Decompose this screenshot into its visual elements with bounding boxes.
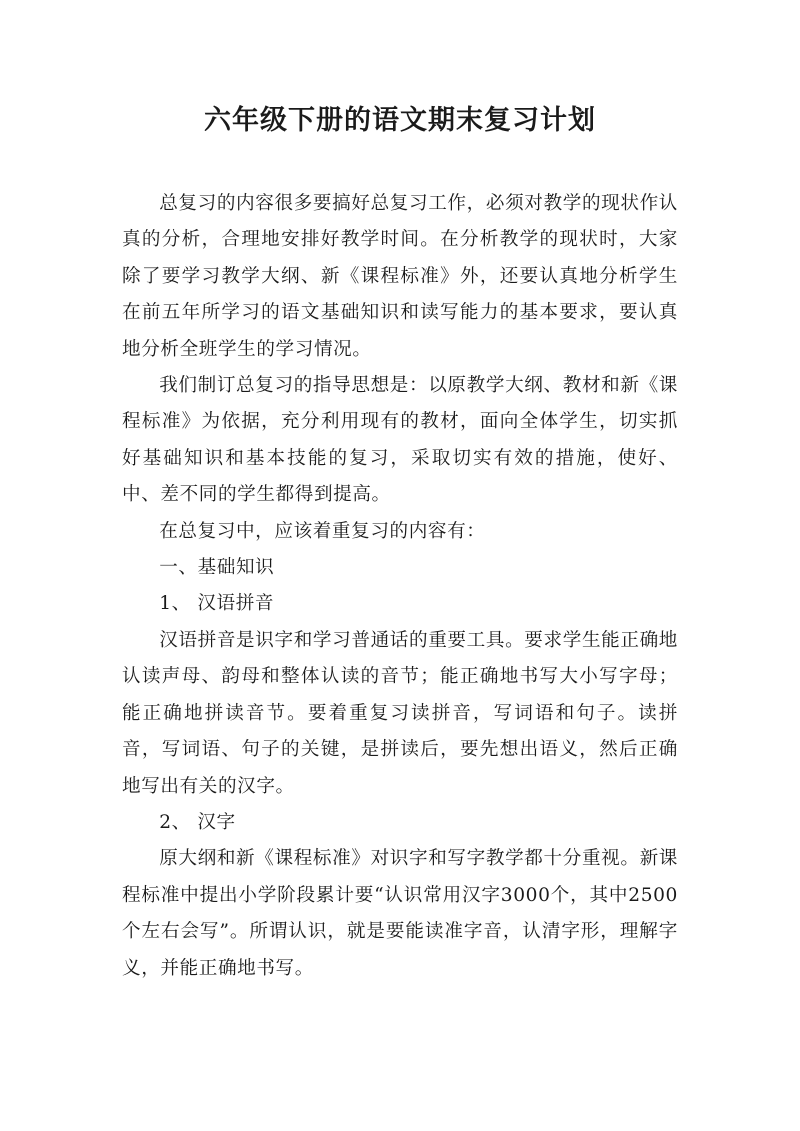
subsection-heading-pinyin: 1、 汉语拼音 bbox=[159, 593, 275, 615]
guiding-principle-paragraph: 我们制订总复习的指导思想是：以原教学大纲、教材和新《课程标准》为依据，充分利用现有的教材，面向全体学生，切实抓好基础知识和基本技能的复习，采取切实有效的措施，使好、中、差不同的学生都得到提高。 bbox=[122, 375, 678, 506]
document-body bbox=[122, 186, 678, 987]
characters-paragraph: 原大纲和新《课程标准》对识字和写字教学都十分重视。新课程标准中提出小学阶段累计要“认识常用汉字3000个，其中2500个左右会写”。所谓认识，就是要能读准字音，认清字形，理解字义，并能正确地书写。 bbox=[122, 848, 678, 979]
review-content-intro: 在总复习中，应该着重复习的内容有： bbox=[159, 520, 486, 542]
document-title: 六年级下册的语文期末复习计划 bbox=[204, 105, 596, 136]
subsection-heading-characters: 2、 汉字 bbox=[159, 811, 236, 833]
intro-paragraph: 总复习的内容很多要搞好总复习工作，必须对教学的现状作认真的分析，合理地安排好教学时间。在分析教学的现状时，大家除了要学习教学大纲、新《课程标准》外，还要认真地分析学生在前五年所学习的语文基础知识和读写能力的基本要求，要认真地分析全班学生的学习情况。 bbox=[122, 193, 678, 360]
pinyin-paragraph: 汉语拼音是识字和学习普通话的重要工具。要求学生能正确地认读声母、韵母和整体认读的音节；能正确地书写大小写字母；能正确地拼读音节。要着重复习读拼音，写词语和句子。读拼音，写词语、句子的关键，是拼读后，要先想出语义，然后正确地写出有关的汉字。 bbox=[122, 629, 678, 797]
section-heading-basic-knowledge: 一、基础知识 bbox=[159, 557, 275, 579]
